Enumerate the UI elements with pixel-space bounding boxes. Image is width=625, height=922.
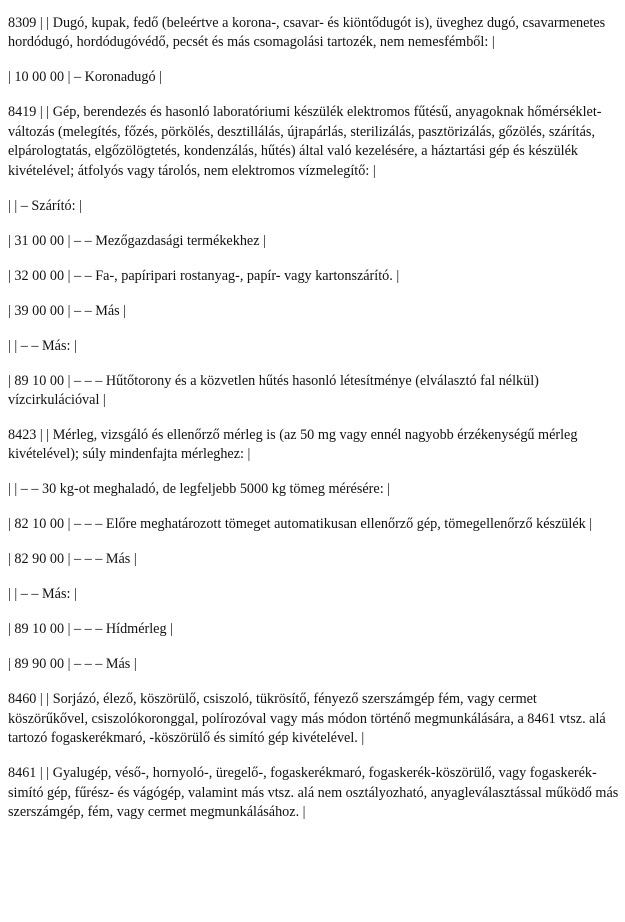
paragraph-koronadugo: | 10 00 00 | – Koronadugó | — [8, 69, 162, 86]
paragraph-310000: | 31 00 00 | – – Mezőgazdasági termékekhez | — [8, 232, 266, 249]
paragraph-8461: 8461 | | Gyalugép, véső-, hornyoló-, üregelő-, fogaskerékmaró, fogaskerék-köszörülő, vagy fogaskerék-simító gép, fűrész- és vágógép, valamint más vtsz. alá nem osztályozható, anyagleválasztással működő más szerszámgép, fém, vagy cermet megmunkálásához. | — [8, 765, 619, 821]
paragraph-320000: | 32 00 00 | – – Fa-, papíripari rostanyag-, papír- vagy kartonszárító. | — [8, 267, 400, 284]
paragraph-899000: | 89 90 00 | – – – Más | — [8, 656, 137, 673]
paragraph-mas-2: | | – – Más: | — [8, 586, 77, 603]
paragraph-8460: 8460 | | Sorjázó, élező, köszörülő, csiszoló, tükrösítő, fényező szerszámgép fém, vagy cermet köszörűkővel, csiszolókoronggal, polírozóval vagy más módon történő megmunkálására, a 8461 vtsz. alá tartozó fogaskerékmaró, -köszörülő és simító gép kivételével. | — [8, 691, 606, 747]
paragraph-szarito: | | – Szárító: | — [8, 197, 82, 214]
paragraph-891000-hutotorony: | 89 10 00 | – – – Hűtőtorony és a közvetlen hűtés hasonló létesítménye (elválasztó fal nélkül) vízcirkulációval | — [8, 372, 539, 409]
paragraph-390000: | 39 00 00 | – – Más | — [8, 302, 127, 319]
paragraph-829000: | 82 90 00 | – – – Más | — [8, 551, 137, 568]
document-body — [8, 14, 620, 838]
paragraph-mas-1: | | – – Más: | — [8, 337, 77, 354]
paragraph-821000: | 82 10 00 | – – – Előre meghatározott tömeget automatikusan ellenőrző gép, tömegellenőrző készülék | — [8, 516, 593, 533]
paragraph-30kg: | | – – 30 kg-ot meghaladó, de legfeljebb 5000 kg tömeg mérésére: | — [8, 481, 391, 498]
paragraph-8309: 8309 | | Dugó, kupak, fedő (beleértve a korona-, csavar- és kiöntődugót is), üveghez dugó, csavarmenetes hordódugó, hordódugóvédő, pecsét és más csomagolási tartozék, nem nemesfémből: | — [8, 15, 606, 51]
paragraph-8423: 8423 | | Mérleg, vizsgáló és ellenőrző mérleg is (az 50 mg vagy ennél nagyobb érzékenységű mérleg kivételével); súly mindenfajta mérleghez: | — [8, 427, 578, 463]
paragraph-891000-hidmerleg: | 89 10 00 | – – – Hídmérleg | — [8, 621, 173, 638]
paragraph-8419: 8419 | | Gép, berendezés és hasonló laboratóriumi készülék elektromos fűtésű, anyagoknak hőmérséklet-változás (melegítés, főzés, pörkölés, desztillálás, újrapárlás, sterilizálás, pasztörizálás, gőzölés, szárítás, elpárologtatás, elgőzölögtetés, kondenzálás, hűtés) által való kezelésére, a háztartási gép és készülék kivételével; átfolyós vagy tárolós, nem elektromos vízmelegítő: | — [8, 104, 602, 179]
